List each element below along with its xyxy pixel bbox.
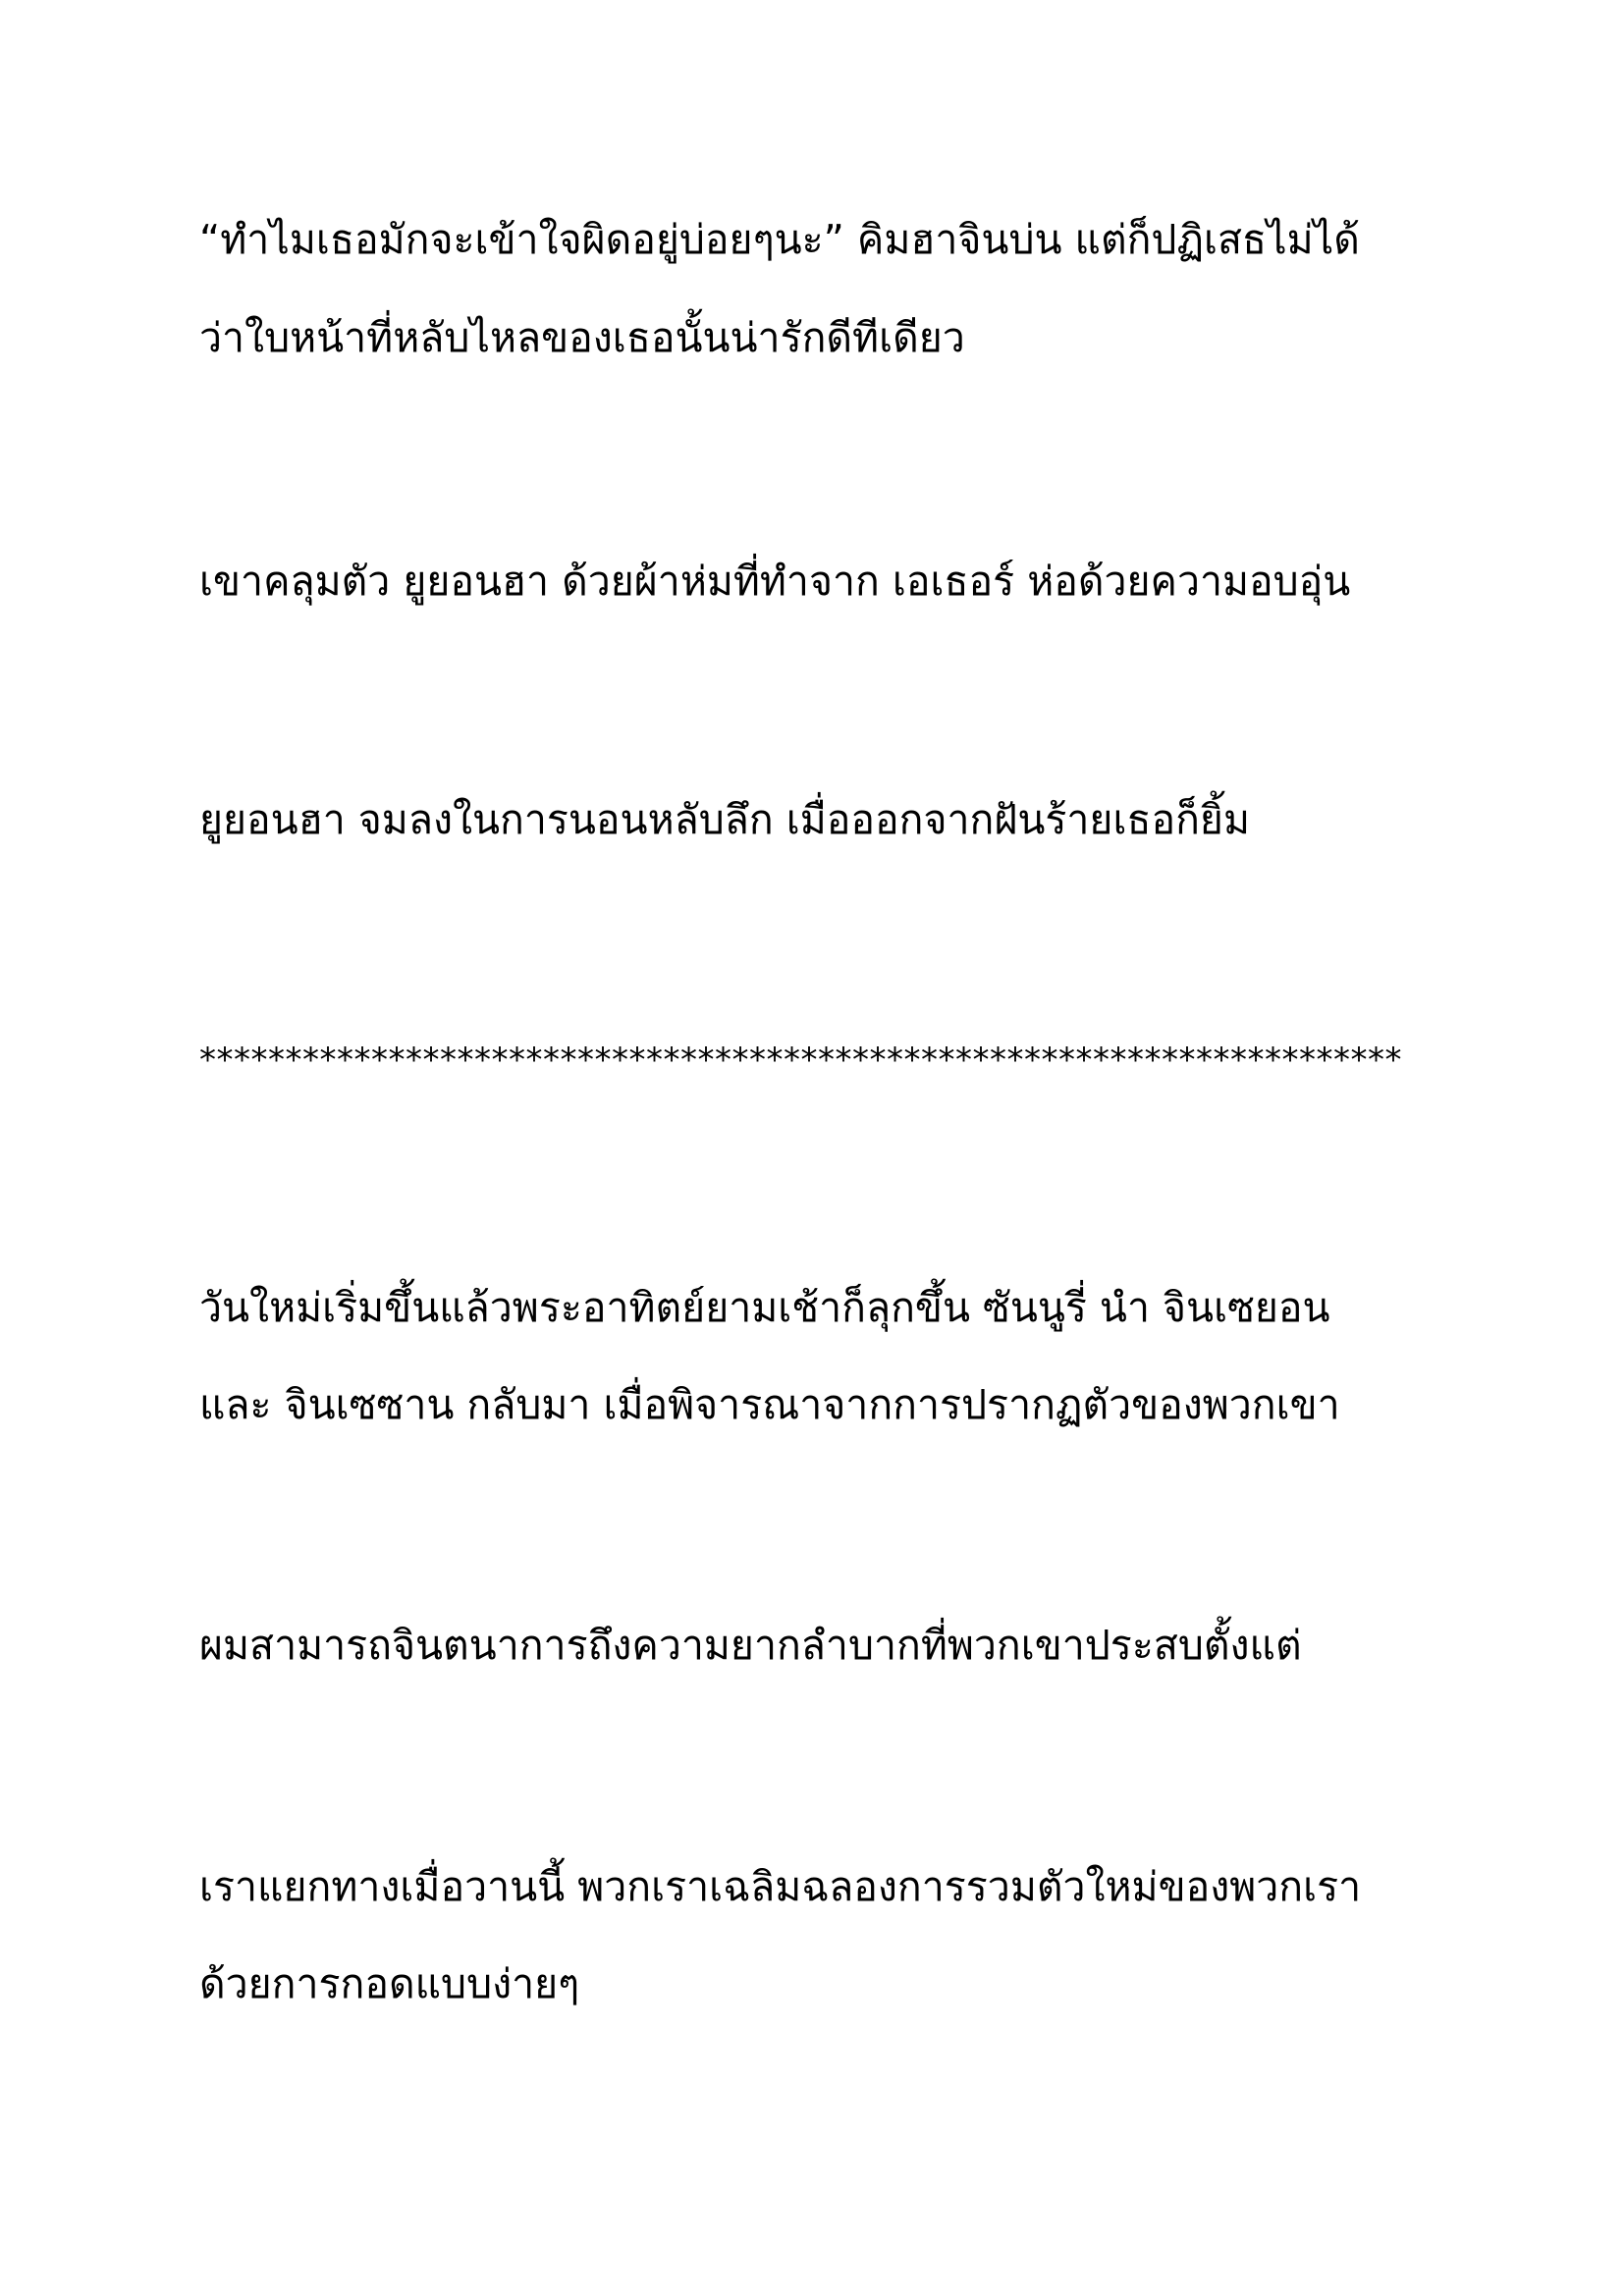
paragraph-3-line-1: ยูยอนฮา จมลงในการนอนหลับลึก เมื่อออกจากฝันร้ายเธอก็ยิ้ม xyxy=(199,796,1250,843)
paragraph-6-line-2: ด้วยการกอดแบบง่ายๆ xyxy=(199,1960,580,2007)
paragraph-4-line-2: และ จินเซซาน กลับมา เมื่อพิจารณาจากการปรากฏตัวของพวกเขา xyxy=(199,1381,1340,1428)
paragraph-4-line-1: วันใหม่เริ่มขึ้นแล้วพระอาทิตย์ยามเช้าก็ลุกขึ้น ซันนูรี่ นำ จินเซยอน xyxy=(199,1284,1330,1331)
section-separator: ********************************************************************** xyxy=(199,1041,1402,1080)
paragraph-1-line-2: ว่าใบหน้าที่หลับไหลของเธอนั้นน่ารักดีทีเดียว xyxy=(199,314,965,361)
paragraph-1-line-1: “ทำไมเธอมักจะเข้าใจผิดอยู่บ่อยๆนะ” คิมฮาจินบ่น แต่ก็ปฏิเสธไม่ได้ xyxy=(199,216,1360,263)
paragraph-6-line-1: เราแยกทางเมื่อวานนี้ พวกเราเฉลิมฉลองการรวมตัวใหม่ของพวกเรา xyxy=(199,1863,1362,1910)
paragraph-5-line-1: ผมสามารถจินตนาการถึงความยากลำบากที่พวกเขาประสบตั้งแต่ xyxy=(199,1622,1302,1669)
paragraph-2-line-1: เขาคลุมตัว ยูยอนฮา ด้วยผ้าห่มที่ทำจาก เอเธอร์ ห่อด้วยความอบอุ่น xyxy=(199,558,1351,605)
